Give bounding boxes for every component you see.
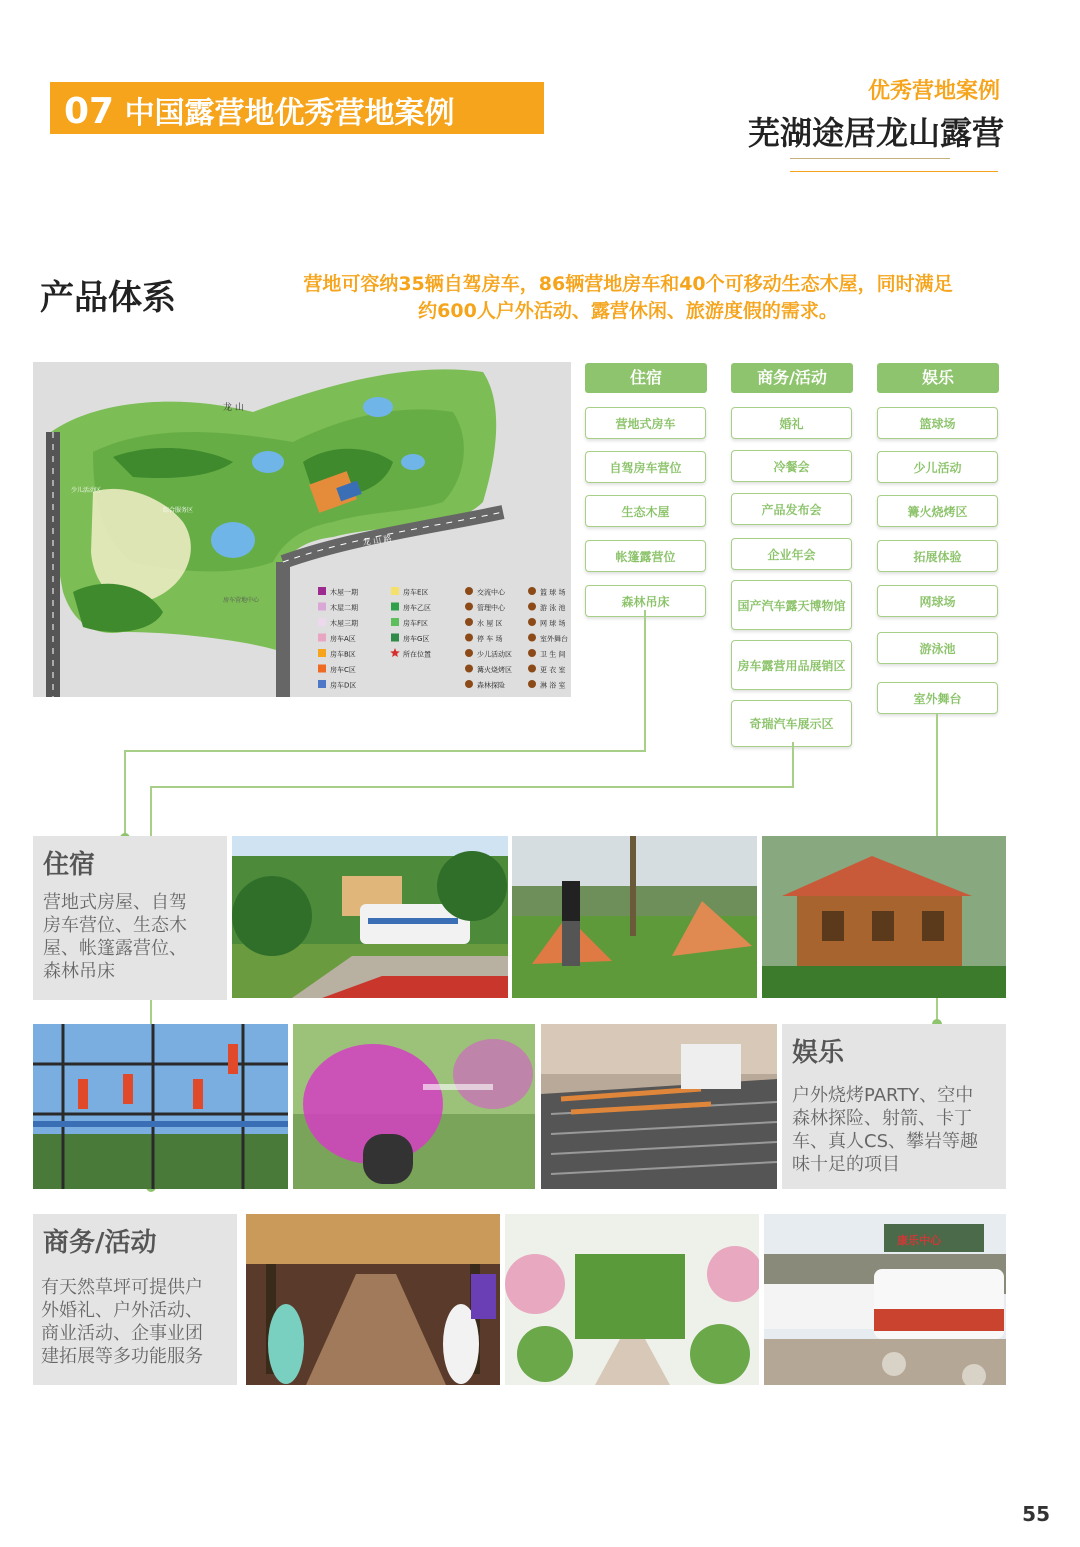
legend-swatch: [465, 634, 473, 642]
legend-swatch: [391, 618, 399, 626]
legend-label: 房车乙区: [403, 604, 431, 612]
category-item: 生态木屋: [585, 495, 706, 527]
legend-swatch: [391, 603, 399, 611]
connector-line: [792, 742, 794, 788]
legend-label: 少儿活动区: [477, 650, 512, 659]
category-item: 篝火烧烤区: [877, 495, 998, 527]
legend-label: 管理中心: [477, 604, 505, 612]
category-item: 产品发布会: [731, 493, 852, 525]
category-header: 住宿: [585, 363, 707, 393]
photo-wedding-image: [505, 1214, 759, 1385]
legend-swatch: [318, 603, 326, 611]
entertainment-text-line: 森林探险、射箭、卡丁: [792, 1108, 972, 1129]
business-text: [41, 1276, 203, 1368]
photo-wedding: [505, 1214, 759, 1385]
banner-text: [64, 88, 455, 132]
lodging-text-line: 森林吊床: [43, 961, 115, 982]
entertainment-text-line: 户外烧烤PARTY、空中: [792, 1085, 974, 1106]
category-item: 营地式房车: [585, 407, 706, 439]
page-number: 55: [1022, 1502, 1050, 1526]
photo-tents: [512, 836, 757, 998]
category-header: 商务/活动: [731, 363, 853, 393]
category-item: 帐篷露营位: [585, 540, 706, 572]
photo-fashion-show-image: [246, 1214, 500, 1385]
legend-swatch: [318, 680, 326, 688]
legend-swatch: [465, 618, 473, 626]
legend-swatch: [528, 680, 536, 688]
connector-line: [124, 750, 646, 752]
legend-label: 交流中心: [477, 588, 505, 597]
photo-rv-display: [764, 1214, 1006, 1385]
business-text-line: 有天然草坪可提供户: [41, 1277, 203, 1298]
legend-swatch: [318, 665, 326, 673]
photo-tents-image: [512, 836, 757, 998]
case-title: 芜湖途居龙山露营: [747, 114, 1004, 152]
map-illustration: [33, 362, 571, 697]
business-text-line: 建拓展等多功能服务: [41, 1346, 203, 1367]
legend-label: 淋 浴 室: [540, 681, 566, 690]
map-label-mountain: 龙 山: [223, 403, 244, 413]
legend-label: 木屋一期: [330, 588, 358, 597]
category-item: 奇瑞汽车展示区: [731, 700, 852, 747]
connector-line: [124, 750, 126, 838]
legend-swatch: [465, 665, 473, 673]
legend-label: 停 车 场: [477, 635, 503, 643]
legend-label: 篝火烧烤区: [477, 666, 512, 674]
lodging-info-box: [33, 836, 227, 1000]
category-item: 冷餐会: [731, 450, 852, 482]
legend-label: 房车E区: [403, 588, 429, 597]
legend-label: 木屋三期: [330, 619, 358, 628]
legend-label: 更 衣 室: [540, 666, 566, 674]
business-text-line: 商业活动、企事业团: [41, 1323, 203, 1344]
category-header: 娱乐: [877, 363, 999, 393]
product-title: 产品体系: [40, 278, 176, 318]
photo-barbecue: [541, 1024, 777, 1189]
rv-sign-text: 康乐中心: [897, 1234, 941, 1247]
category-item: 篮球场: [877, 407, 998, 439]
intro-line-1: 营地可容纳35辆自驾房车，86辆营地房车和40个可移动生态木屋，同时满足: [303, 273, 953, 295]
category-item: 室外舞台: [877, 682, 998, 714]
legend-label: 所在位置: [403, 650, 431, 659]
photo-fashion-show: [246, 1214, 500, 1385]
map-label-road: 龙 山 路: [362, 534, 393, 547]
photo-rope-course: [33, 1024, 288, 1189]
photo-paintball-smoke-image: [293, 1024, 535, 1189]
legend-swatch: [391, 634, 399, 642]
legend-label: 房车D区: [330, 681, 357, 690]
category-item: 房车露营用品展销区: [731, 640, 852, 690]
legend-swatch: [465, 680, 473, 688]
category-item: 企业年会: [731, 538, 852, 570]
photo-rope-course-image: [33, 1024, 288, 1189]
case-divider: [790, 158, 950, 159]
legend-label: 木屋二期: [330, 604, 358, 612]
banner-title: 中国露营地优秀营地案例: [124, 96, 455, 131]
legend-label: 游 泳 池: [540, 604, 566, 612]
legend-label: 房车A区: [330, 635, 356, 643]
legend-swatch: [528, 587, 536, 595]
map-label-area3: 房车营地中心: [223, 597, 260, 604]
photo-rv-campsite-image: [232, 836, 508, 998]
legend-swatch: [528, 618, 536, 626]
legend-label: 房车C区: [330, 666, 356, 674]
legend-label: 森林探险: [477, 681, 505, 690]
photo-paintball-smoke: [293, 1024, 535, 1189]
category-item: 少儿活动: [877, 451, 998, 483]
entertainment-text-line: 味十足的项目: [792, 1154, 900, 1175]
category-item: 国产汽车露天博物馆: [731, 580, 852, 630]
legend-label: 卫 生 间: [540, 650, 566, 659]
lodging-text-line: 营地式房屋、自驾: [43, 892, 187, 913]
legend-swatch: [318, 587, 326, 595]
connector-line: [150, 786, 794, 788]
photo-rv-campsite: [232, 836, 508, 998]
category-item: 自驾房车营位: [585, 451, 706, 483]
entertainment-info-box: [782, 1024, 1006, 1189]
entertainment-title: 娱乐: [792, 1038, 845, 1068]
legend-swatch: [465, 587, 473, 595]
business-text-line: 外婚礼、户外活动、: [41, 1300, 203, 1321]
campsite-map: [33, 362, 571, 697]
legend-label: 房车F区: [403, 619, 429, 628]
photo-wooden-cabin-image: [762, 836, 1006, 998]
case-divider-accent: [790, 171, 998, 172]
title-banner: [50, 82, 544, 134]
legend-swatch: [465, 603, 473, 611]
legend-label: 水 屋 区: [477, 619, 503, 628]
entertainment-text: [792, 1084, 978, 1176]
photo-barbecue-image: [541, 1024, 777, 1189]
legend-label: 室外舞台: [540, 635, 568, 643]
category-item: 婚礼: [731, 407, 852, 439]
category-item: 游泳池: [877, 632, 998, 664]
intro-line-2: 约600人户外活动、露营休闲、旅游度假的需求。: [418, 300, 838, 322]
legend-swatch: [391, 587, 399, 595]
legend-label: 房车B区: [330, 650, 356, 659]
map-label-area1: 少儿活动区: [71, 487, 102, 494]
legend-label: 篮 球 场: [540, 588, 566, 597]
lodging-text-line: 屋、帐篷露营位、: [43, 938, 187, 959]
legend-swatch: [528, 634, 536, 642]
photo-rv-display-image: [764, 1214, 1006, 1385]
legend-swatch: [528, 603, 536, 611]
legend-swatch: [318, 618, 326, 626]
legend-swatch: [318, 649, 326, 657]
business-title: 商务/活动: [43, 1228, 157, 1258]
connector-line: [644, 610, 646, 750]
legend-label: 网 球 场: [540, 619, 566, 628]
entertainment-text-line: 车、真人CS、攀岩等趣: [792, 1131, 978, 1152]
banner-number: 07: [64, 91, 115, 132]
legend-swatch: [528, 649, 536, 657]
legend-swatch: [465, 649, 473, 657]
case-label: 优秀营地案例: [867, 79, 1000, 104]
business-info-box: [33, 1214, 237, 1385]
lodging-text: [43, 891, 187, 983]
product-intro: [248, 271, 1008, 325]
category-item: 拓展体验: [877, 540, 998, 572]
photo-wooden-cabin: [762, 836, 1006, 998]
legend-label: 房车G区: [403, 635, 430, 643]
lodging-text-line: 房车营位、生态木: [43, 915, 187, 936]
map-label-area2: 综合服务区: [163, 507, 194, 514]
category-item: 网球场: [877, 585, 998, 617]
legend-swatch: [318, 634, 326, 642]
lodging-title: 住宿: [43, 850, 96, 880]
category-item: 森林吊床: [585, 585, 706, 617]
legend-swatch: [528, 665, 536, 673]
